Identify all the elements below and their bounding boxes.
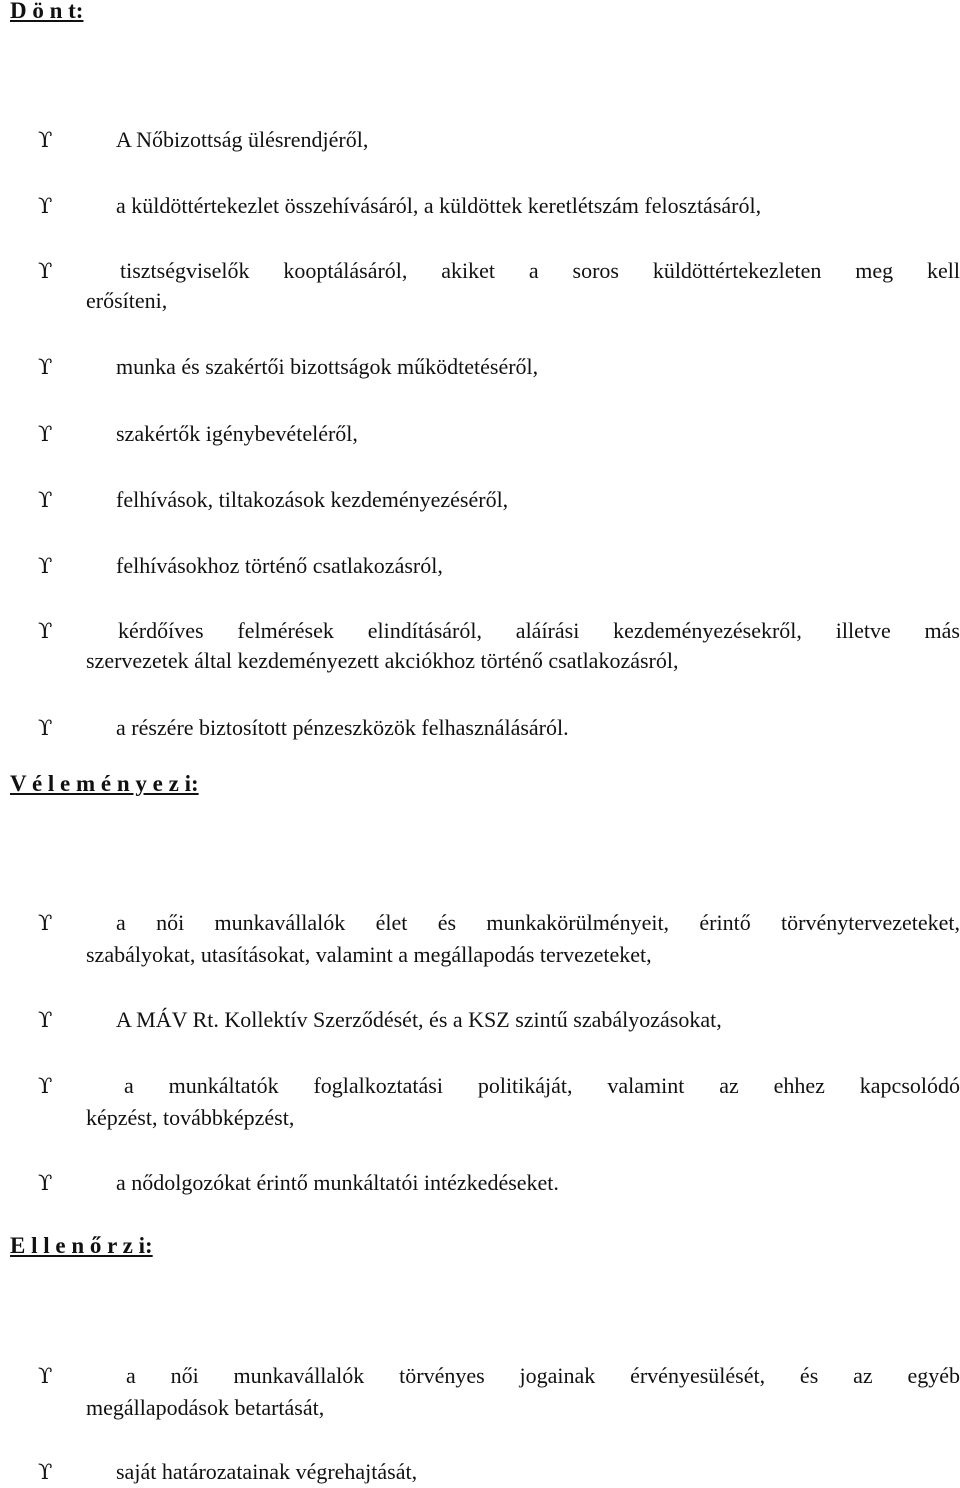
bullet-icon: ϒ [38,1074,53,1098]
bullet-icon: ϒ [38,554,53,578]
bullet-icon: ϒ [38,488,53,512]
bullet-icon: ϒ [38,911,53,935]
item-text: felhívásokhoz történő csatlakozásról, [116,553,443,578]
item-text: a részére biztosított pénzeszközök felhasználásáról. [116,715,569,740]
bullet-icon: ϒ [38,1364,53,1388]
bullet-icon: ϒ [38,355,53,379]
item-text: A Nőbizottság ülésrendjéről, [116,127,369,152]
item-text: A MÁV Rt. Kollektív Szerződését, és a KSZ szintű szabályozásokat, [116,1007,722,1032]
bullet-icon: ϒ [38,422,53,446]
item-text-continued: képzést, továbbképzést, [86,1105,295,1130]
item-text: kérdőíves felmérések elindításáról, aláírási kezdeményezésekről, illetve más [118,618,960,643]
item-text: a női munkavállalók élet és munkakörülményeit, érintő törvénytervezeteket, [116,910,960,935]
item-text: a női munkavállalók törvényes jogainak érvényesülését, és az egyéb [126,1363,960,1388]
item-text-continued: szabályokat, utasításokat, valamint a megállapodás tervezeteket, [86,942,652,967]
item-text-continued: megállapodások betartását, [86,1395,325,1420]
item-text-continued: erősíteni, [86,288,168,313]
item-text: saját határozatainak végrehajtását, [116,1459,418,1484]
section-heading-ellenorzi: E l l e n ő r z i: [10,1233,153,1258]
section-heading-dont: D ö n t: [10,0,84,23]
bullet-icon: ϒ [38,716,53,740]
item-text: a nődolgozókat érintő munkáltatói intézkedéseket. [116,1170,559,1195]
bullet-icon: ϒ [38,194,53,218]
item-text: munka és szakértői bizottságok működtetéséről, [116,354,539,379]
item-text: szakértők igénybevételéről, [116,421,358,446]
item-text-continued: szervezetek által kezdeményezett akciókhoz történő csatlakozásról, [86,648,679,673]
bullet-icon: ϒ [38,128,53,152]
item-text: tisztségviselők kooptálásáról, akiket a soros küldöttértekezleten meg kell [120,258,960,283]
section-heading-velemenyezi: V é l e m é n y e z i: [10,771,199,796]
item-text: a munkáltatók foglalkoztatási politikáját, valamint az ehhez kapcsolódó [124,1073,960,1098]
bullet-icon: ϒ [38,1171,53,1195]
bullet-icon: ϒ [38,619,53,643]
bullet-icon: ϒ [38,1008,53,1032]
item-text: a küldöttértekezlet összehívásáról, a küldöttek keretlétszám felosztásáról, [116,193,762,218]
bullet-icon: ϒ [38,1460,53,1484]
bullet-icon: ϒ [38,259,53,283]
item-text: felhívások, tiltakozások kezdeményezéséről, [116,487,509,512]
